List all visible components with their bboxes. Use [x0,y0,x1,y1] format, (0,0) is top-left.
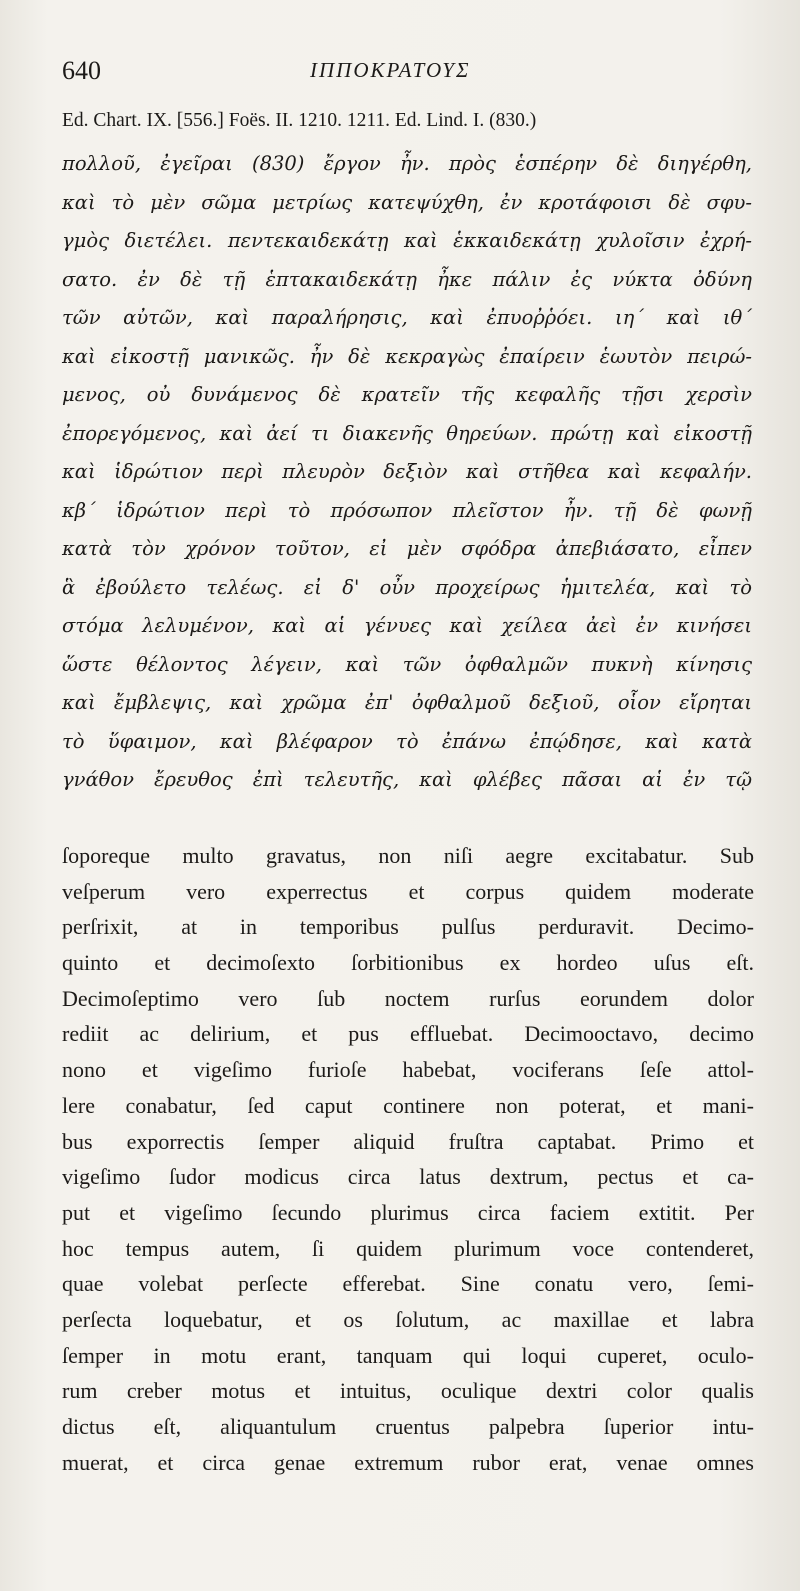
latin-line: vigeſimo ſudor modicus circa latus dextrum, pectus et ca- [62,1164,754,1190]
latin-line: quae volebat perſecte efferebat. Sine conatu vero, ſemi- [62,1271,754,1297]
greek-line: καὶ τὸ μὲν σῶμα μετρίως κατεψύχθη, ἐν κροτάφοισι δὲ σφυ- [62,190,752,214]
greek-line: στόμα λελυμένον, καὶ αἱ γένυες καὶ χείλεα ἀεὶ ἐν κινήσει [62,614,752,637]
greek-line: καὶ εἰκοστῇ μανικῶς. ἦν δὲ κεκραγὼς ἐπαίρειν ἑωυτὸν πειρώ- [62,344,752,368]
latin-line: perſrixit, at in temporibus pulſus perduravit. Decimo- [62,914,754,940]
greek-line: μενος, οὐ δυνάμενος δὲ κρατεῖν τῆς κεφαλῆς τῇσι χερσὶν [62,383,752,406]
greek-line: κατὰ τὸν χρόνον τοῦτον, εἰ μὲν σφόδρα ἀπεβιάσατο, εἶπεν [62,537,752,560]
latin-line: lere conabatur, ſed caput continere non poterat, et mani- [62,1092,754,1118]
latin-line: muerat, et circa genae extremum rubor erat, venae omnes [62,1449,754,1475]
latin-line: quinto et decimoſexto ſorbitionibus ex hordeo uſus eſt. [62,950,754,976]
greek-line: σατο. ἐν δὲ τῇ ἑπτακαιδεκάτῃ ἦκε πάλιν ἐς νύκτα ὀδύνη [62,267,752,291]
latin-line: rum creber motus et intuitus, oculique dextri color qualis [62,1378,754,1404]
latin-line: dictus eſt, aliquantulum cruentus palpebra ſuperior intu- [62,1414,754,1439]
greek-line: κβ΄ ἱδρώτιον περὶ τὸ πρόσωπον πλεῖστον ἦν. τῇ δὲ φωνῇ [62,498,752,522]
latin-text-block [62,838,754,1480]
latin-line: perſecta loquebatur, et os ſolutum, ac maxillae et labra [62,1306,754,1332]
latin-line: bus exporrectis ſemper aliquid fruſtra captabat. Primo et [62,1128,754,1154]
greek-line: ἐπορεγόμενος, καὶ ἀεί τι διακενῆς θηρεύων. πρώτῃ καὶ εἰκοστῇ [62,421,752,445]
latin-line: Decimoſeptimo vero ſub noctem rurſus eorundem dolor [62,985,754,1011]
greek-line: γμὸς διετέλει. πεντεκαιδεκάτῃ καὶ ἑκκαιδεκάτῃ χυλοῖσιν ἐχρή- [62,229,752,252]
greek-line: τῶν αὐτῶν, καὶ παραλήρησις, καὶ ἐπυοῤῥόει. ιη΄ καὶ ιθ΄ [62,306,752,329]
latin-line: hoc tempus autem, ſi quidem plurimum voce contenderet, [62,1235,754,1261]
edition-reference-line: Ed. Chart. IX. [556.] Foës. II. 1210. 1211. Ed. Lind. I. (830.) [62,110,537,131]
greek-line: πολλοῦ, ἐγεῖραι (830) ἔργον ἦν. πρὸς ἑσπέρην δὲ διηγέρθη, [62,152,752,175]
running-title: ΙΠΠΟΚΡΑΤΟΥΣ [310,58,471,82]
latin-line: ſemper in motu erant, tanquam qui loqui cuperet, oculo- [62,1342,754,1368]
latin-line: nono et vigeſimo furioſe habebat, vociferans ſeſe attol- [62,1057,754,1083]
greek-line: τὸ ὕφαιμον, καὶ βλέφαρον τὸ ἐπάνω ἐπῴδησε, καὶ κατὰ [62,729,752,753]
latin-line: ſoporeque multo gravatus, non niſi aegre excitabatur. Sub [62,843,754,868]
page-header [62,52,752,92]
greek-line: καὶ ἱδρώτιον περὶ πλευρὸν δεξιὸν καὶ στῆθεα καὶ κεφαλήν. [62,460,752,483]
latin-line: veſperum vero experrectus et corpus quidem moderate [62,878,754,904]
page-number: 640 [62,56,101,85]
greek-line: ἃ ἐβούλετο τελέως. εἰ δ' οὖν προχείρως ἡμιτελέα, καὶ τὸ [62,575,752,599]
greek-text-block [62,145,752,800]
latin-line: rediit ac delirium, et pus effluebat. Decimooctavo, decimo [62,1021,754,1047]
greek-line: γνάθον ἔρευθος ἐπὶ τελευτῆς, καὶ φλέβες πᾶσαι αἱ ἐν τῷ [62,768,752,791]
greek-line: ὥστε θέλοντος λέγειν, καὶ τῶν ὀφθαλμῶν πυκνὴ κίνησις [62,652,752,676]
latin-line: put et vigeſimo ſecundo plurimus circa faciem extitit. Per [62,1199,754,1225]
greek-line: καὶ ἔμβλεψις, καὶ χρῶμα ἐπ' ὀφθαλμοῦ δεξιοῦ, οἷον εἴρηται [62,691,752,714]
